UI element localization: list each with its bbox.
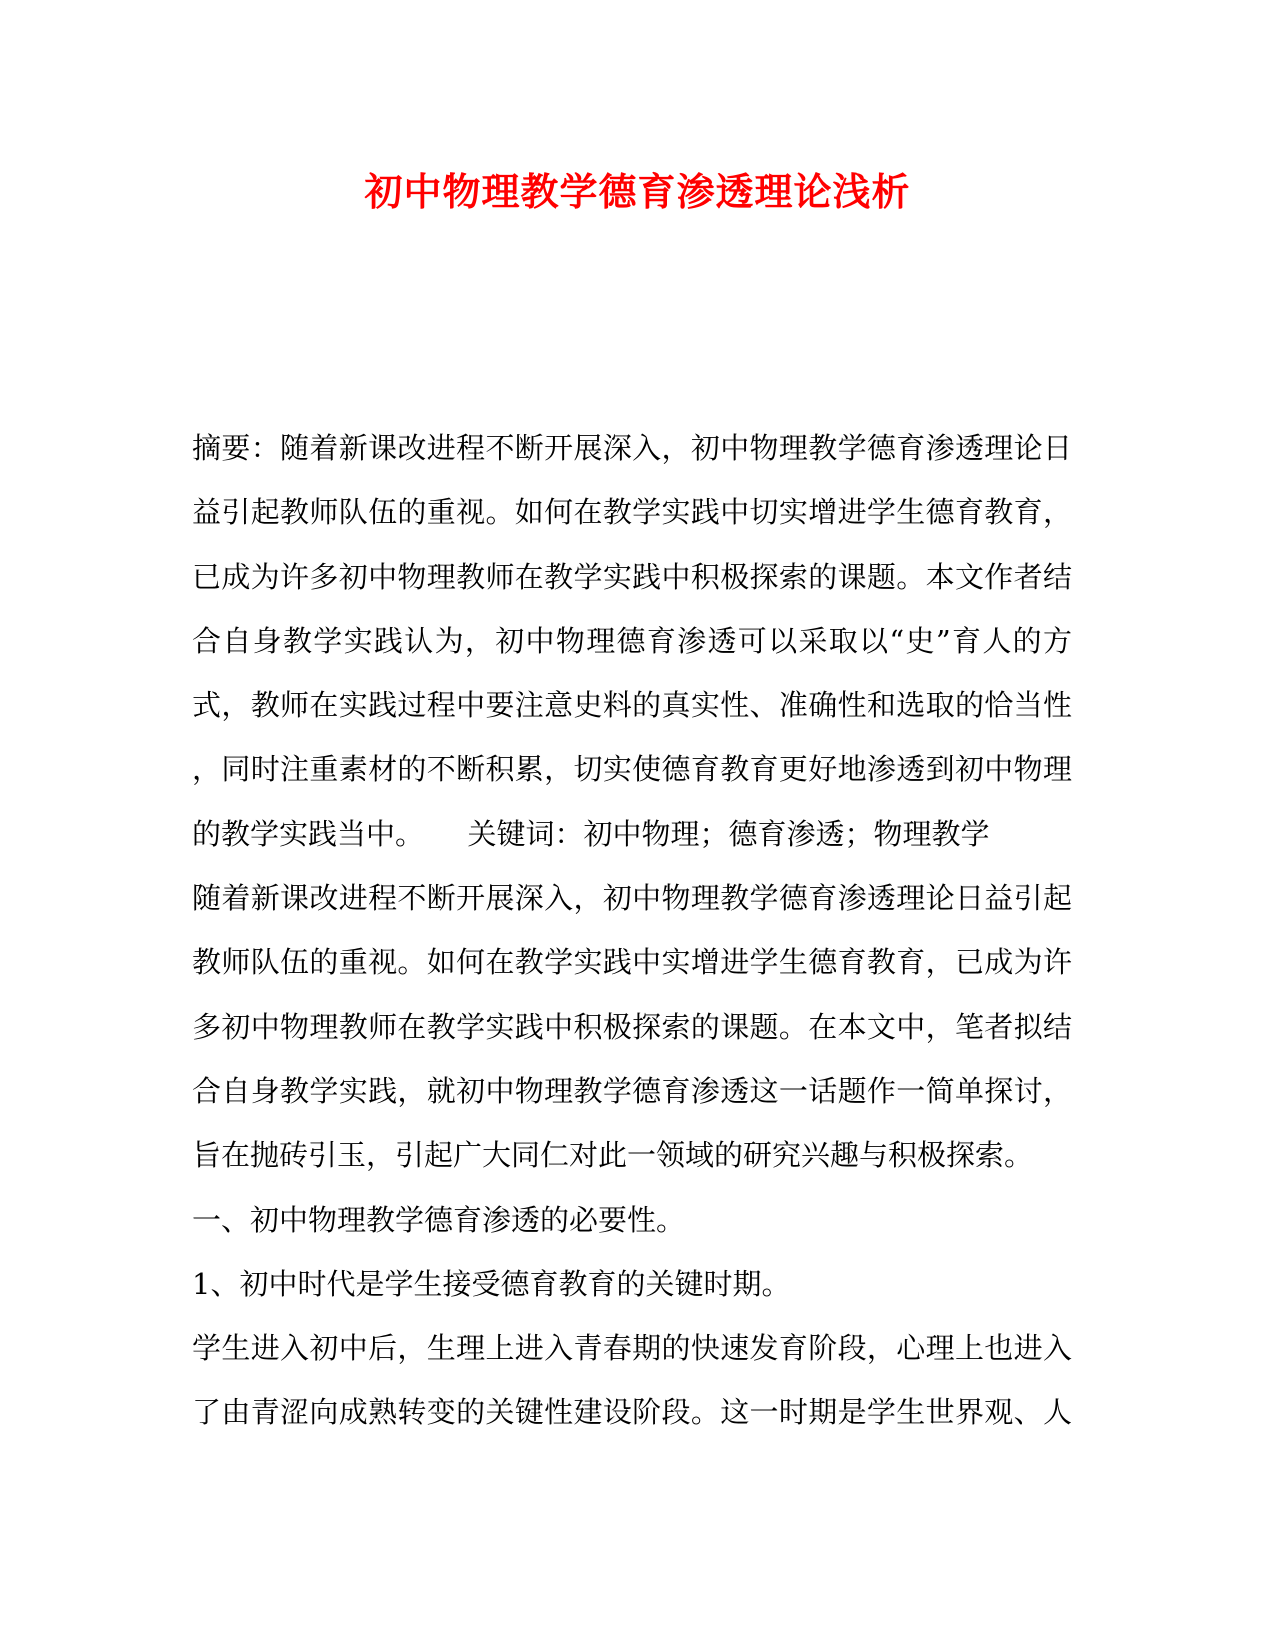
body-line: ，同时注重素材的不断积累，切实使德育教育更好地渗透到初中物理: [192, 752, 1072, 787]
body-line: 合自身教学实践，就初中物理教学德育渗透这一话题作一简单探讨，: [192, 1073, 1072, 1108]
document-body: [192, 416, 1072, 1445]
section-heading: 一、初中物理教学德育渗透的必要性。: [192, 1202, 686, 1237]
keywords-line: 的教学实践当中。 关键词：初中物理；德育渗透；物理教学: [192, 816, 990, 851]
body-line: 摘要：随着新课改进程不断开展深入，初中物理教学德育渗透理论日: [192, 431, 1072, 465]
body-line: 式，教师在实践过程中要注意史料的真实性、准确性和选取的恰当性: [192, 688, 1072, 723]
document-title: 初中物理教学德育渗透理论浅析: [364, 169, 911, 214]
body-line: 多初中物理教师在教学实践中积极探索的课题。在本文中，笔者拟结: [192, 1009, 1072, 1044]
body-line: 合自身教学实践认为，初中物理德育渗透可以采取以“史”育人的方: [192, 623, 1072, 658]
body-line: 学生进入初中后，生理上进入青春期的快速发育阶段，心理上也进入: [192, 1331, 1072, 1366]
body-line: 已成为许多初中物理教师在教学实践中积极探索的课题。本文作者结: [192, 559, 1072, 594]
body-line: 了由青涩向成熟转变的关键性建设阶段。这一时期是学生世界观、人: [192, 1395, 1072, 1430]
body-line: 旨在抛砖引玉，引起广大同仁对此一领域的研究兴趣与积极探索。: [192, 1138, 1034, 1173]
body-line: 教师队伍的重视。如何在教学实践中实增进学生德育教育，已成为许: [192, 945, 1072, 980]
body-line: 随着新课改进程不断开展深入，初中物理教学德育渗透理论日益引起: [192, 881, 1072, 916]
subsection-heading: 1、初中时代是学生接受德育教育的关键时期。: [192, 1266, 791, 1301]
body-line: 益引起教师队伍的重视。如何在教学实践中切实增进学生德育教育，: [192, 495, 1072, 530]
